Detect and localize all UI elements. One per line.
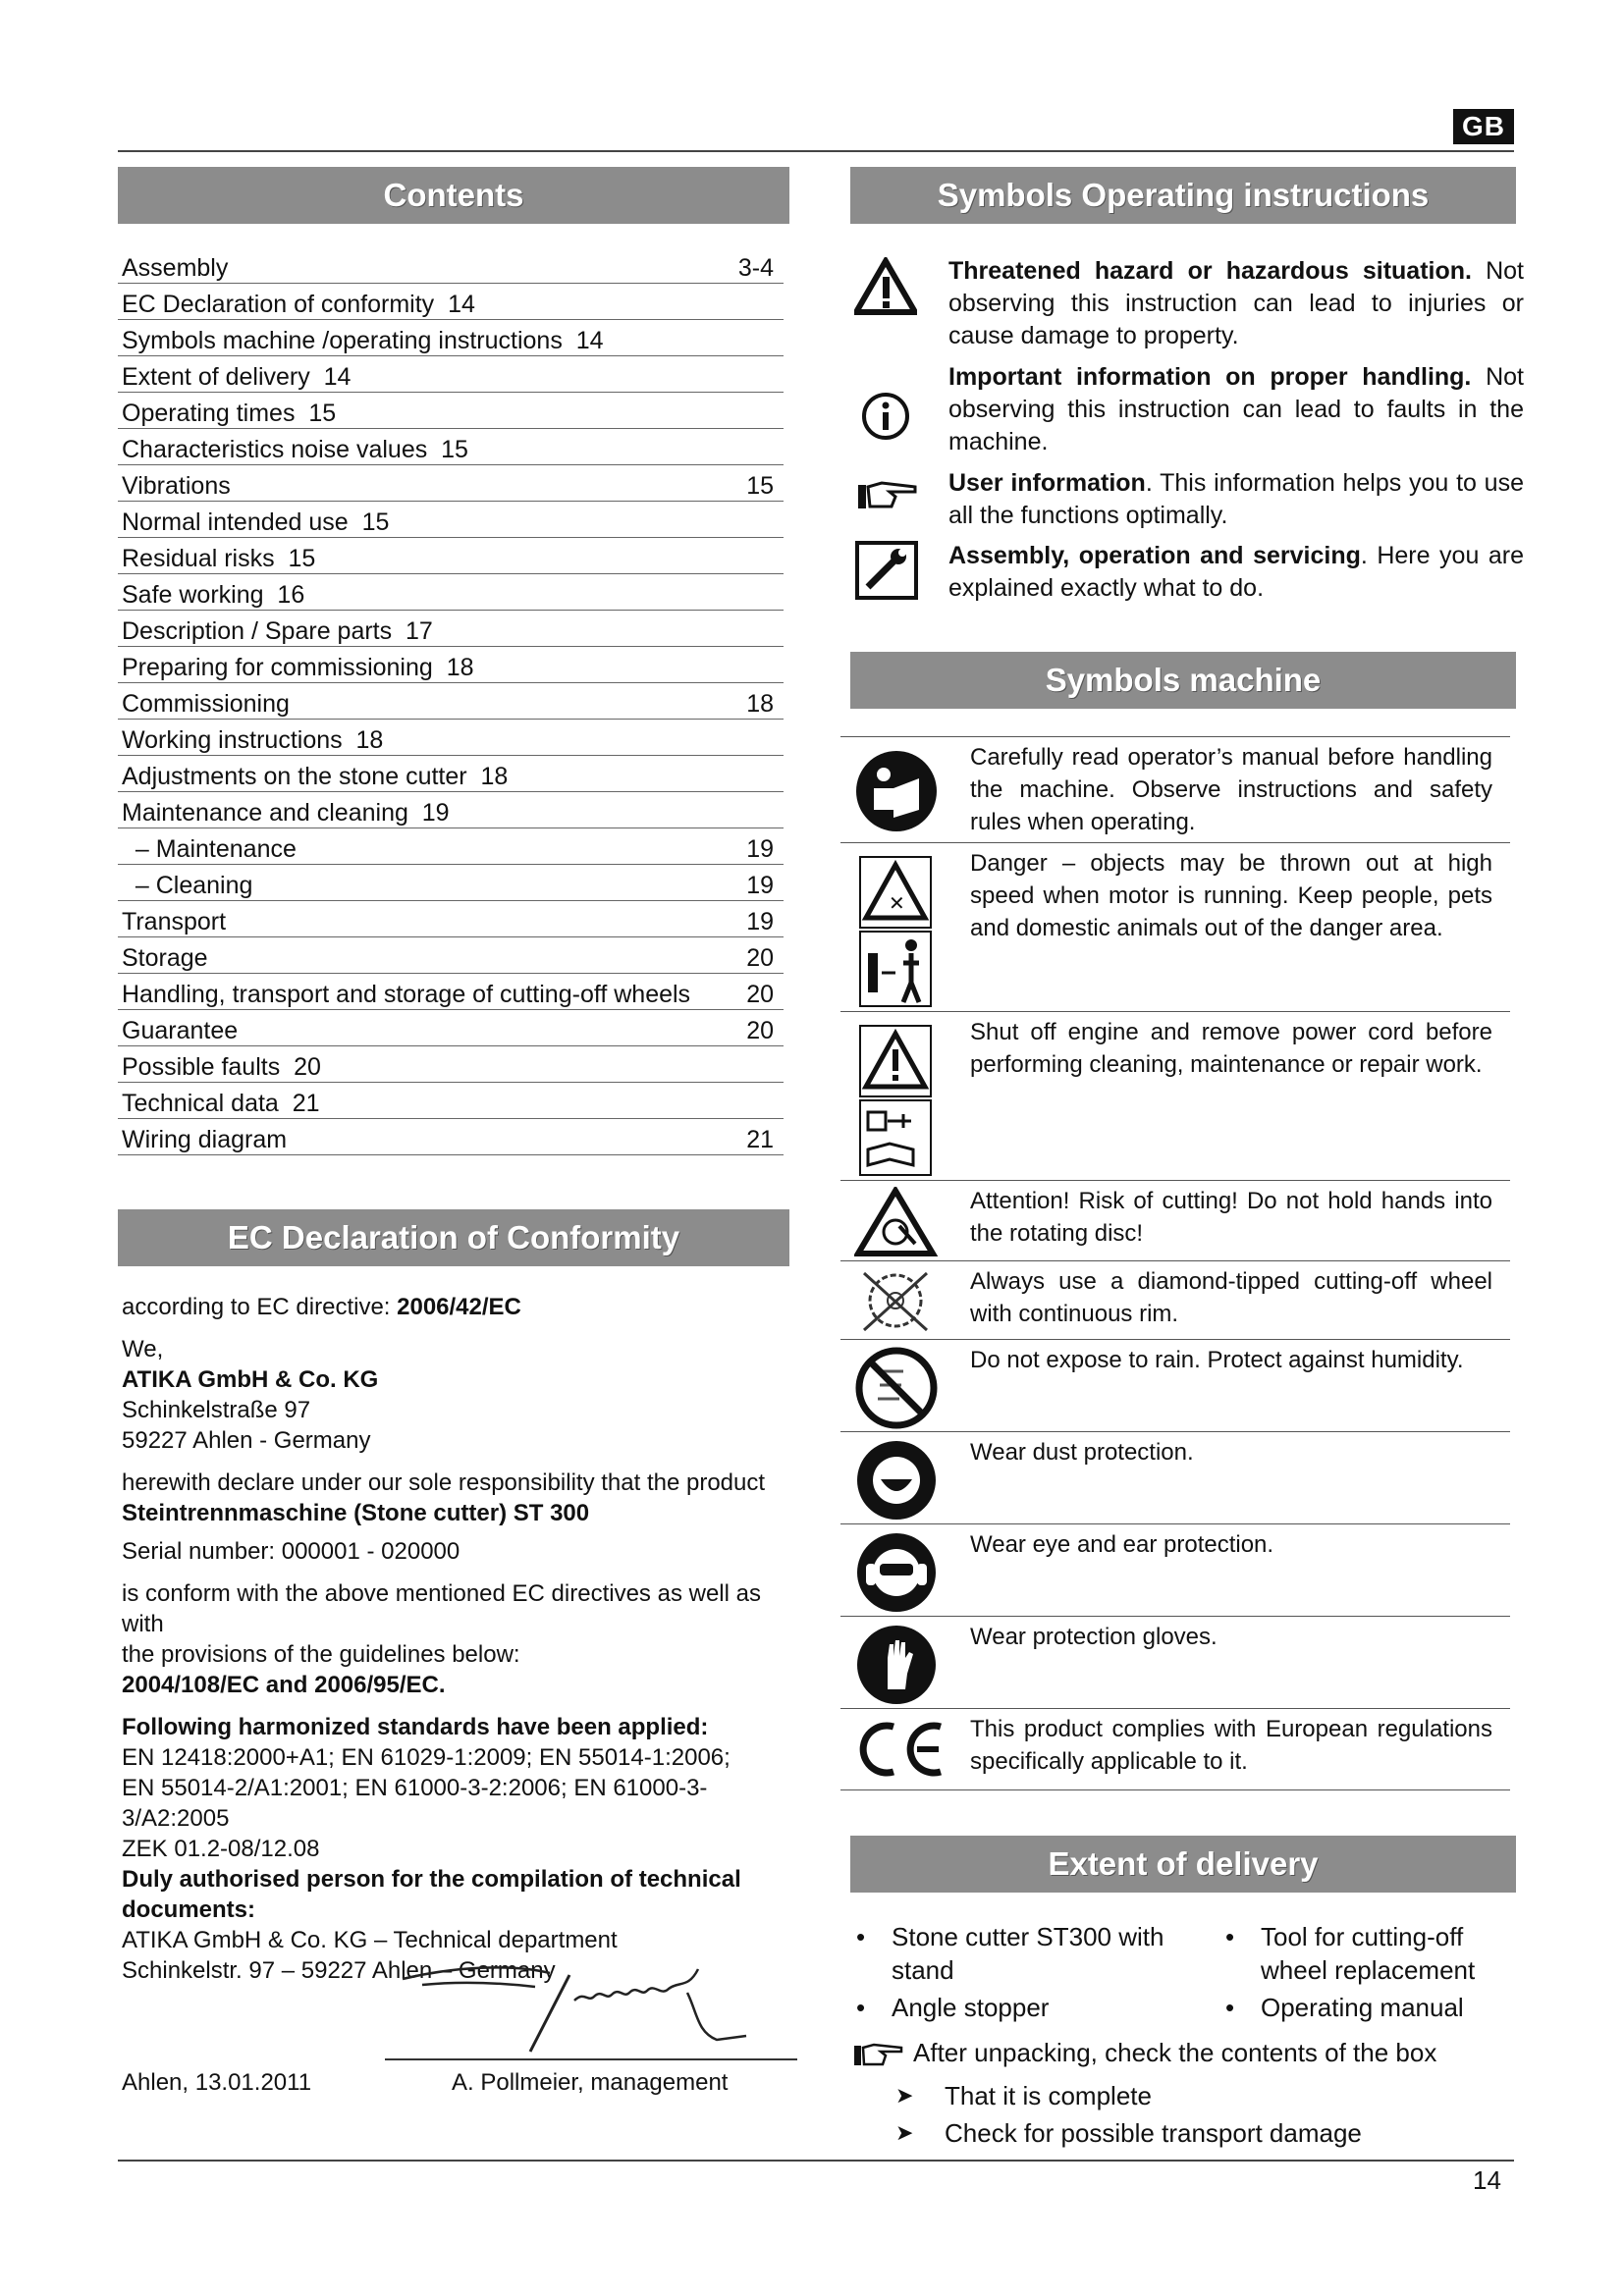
contents-list bbox=[118, 247, 784, 1155]
toc-label: Technical data 21 bbox=[122, 1090, 320, 1117]
toc-label: Normal intended use 15 bbox=[122, 508, 390, 536]
operating-item-user-info: User information. This information helps you to use all the functions optimally. bbox=[948, 469, 1524, 529]
toc-label: Characteristics noise values 15 bbox=[122, 436, 468, 463]
toc-page: 18 bbox=[746, 690, 774, 718]
ec-declare: herewith declare under our sole responsibility that the product bbox=[122, 1469, 766, 1496]
machine-text-read-manual: Carefully read operator’s manual before handling the machine. Observe instructions and safety rules when operating. bbox=[970, 744, 1492, 835]
toc-row bbox=[118, 247, 784, 284]
toc-page: 19 bbox=[746, 872, 774, 899]
delivery-title: Extent of delivery bbox=[850, 1836, 1516, 1893]
machine-symbols-title: Symbols machine bbox=[850, 652, 1516, 709]
toc-label: Wiring diagram bbox=[122, 1126, 288, 1153]
place-date: Ahlen, 13.01.2011 bbox=[122, 2069, 312, 2096]
bullet-icon: • bbox=[1225, 1993, 1235, 2022]
delivery-item-tool: Tool for cutting-off wheel replacement bbox=[1261, 1922, 1476, 1985]
ec-conform-2: the provisions of the guidelines below: bbox=[122, 1641, 520, 1668]
ec-we: We, bbox=[122, 1336, 164, 1362]
toc-label: Maintenance and cleaning 19 bbox=[122, 799, 450, 827]
ec-auth-2: documents: bbox=[122, 1896, 256, 1923]
footer-rule bbox=[118, 2160, 1514, 2162]
toc-row bbox=[118, 1010, 784, 1046]
toc-label: Residual risks 15 bbox=[122, 545, 316, 572]
toc-row bbox=[118, 611, 784, 647]
toc-row bbox=[118, 720, 784, 756]
delivery-item-stone-cutter: Stone cutter ST300 with stand bbox=[892, 1922, 1164, 1985]
thrown-objects-warning-icon bbox=[854, 855, 939, 1012]
bullet-icon: • bbox=[856, 1993, 866, 2022]
ec-standards-heading: Following harmonized standards have been applied: bbox=[122, 1714, 709, 1740]
toc-row bbox=[118, 937, 784, 974]
toc-row bbox=[118, 465, 784, 502]
toc-label: Commissioning bbox=[122, 690, 290, 718]
delivery-item-angle-stopper: Angle stopper bbox=[892, 1993, 1050, 2022]
unplug-warning-icon bbox=[854, 1024, 939, 1181]
toc-row bbox=[118, 1046, 784, 1083]
toc-page: 3-4 bbox=[737, 254, 774, 282]
diamond-wheel-icon bbox=[854, 1265, 939, 1336]
toc-row bbox=[118, 792, 784, 828]
toc-label: EC Declaration of conformity 14 bbox=[122, 291, 475, 318]
info-circle-icon bbox=[860, 391, 911, 442]
toc-page: 21 bbox=[746, 1126, 774, 1153]
toc-row bbox=[118, 683, 784, 720]
toc-page: 20 bbox=[746, 1017, 774, 1044]
toc-label: – Maintenance bbox=[122, 835, 297, 863]
toc-row bbox=[118, 320, 784, 356]
bullet-icon: • bbox=[856, 1922, 866, 1951]
machine-text-cutting-risk: Attention! Risk of cutting! Do not hold hands into the rotating disc! bbox=[970, 1188, 1492, 1247]
machine-text-eye-ear: Wear eye and ear protection. bbox=[970, 1531, 1274, 1558]
operating-item-assembly: Assembly, operation and servicing. Here you are explained exactly what to do. bbox=[948, 542, 1524, 602]
ec-city: 59227 Ahlen - Germany bbox=[122, 1427, 371, 1454]
operating-item-hazard: Threatened hazard or hazardous situation. Not observing this instruction can lead to injuries or cause damage to property. bbox=[948, 257, 1524, 349]
machine-row-eye-ear bbox=[840, 1523, 1510, 1617]
wrench-icon bbox=[854, 540, 919, 601]
contents-title: Contents bbox=[118, 167, 789, 224]
machine-row-read-manual bbox=[840, 736, 1510, 843]
toc-label: Assembly bbox=[122, 254, 229, 282]
machine-row-cutting-risk bbox=[840, 1180, 1510, 1261]
machine-row-gloves bbox=[840, 1616, 1510, 1709]
ec-dept: ATIKA GmbH & Co. KG – Technical department bbox=[122, 1927, 618, 1953]
read-manual-icon bbox=[854, 749, 939, 833]
toc-row bbox=[118, 865, 784, 901]
machine-text-gloves: Wear protection gloves. bbox=[970, 1624, 1218, 1650]
ec-street: Schinkelstraße 97 bbox=[122, 1397, 311, 1423]
toc-label: Adjustments on the stone cutter 18 bbox=[122, 763, 509, 790]
delivery-check-damage: Check for possible transport damage bbox=[945, 2118, 1362, 2148]
delivery-note: After unpacking, check the contents of the box bbox=[913, 2038, 1437, 2067]
no-rain-icon bbox=[854, 1346, 939, 1430]
ec-conform-1: is conform with the above mentioned EC directives as well as with bbox=[122, 1580, 761, 1637]
toc-label: Handling, transport and storage of cutting-off wheels bbox=[122, 981, 691, 1008]
toc-row bbox=[118, 284, 784, 320]
ec-standard-1: EN 12418:2000+A1; EN 61029-1:2009; EN 55014-1:2006; bbox=[122, 1744, 731, 1771]
toc-label: Safe working 16 bbox=[122, 581, 305, 609]
arrow-bullet-icon: ➤ bbox=[895, 2120, 914, 2145]
signer-name: A. Pollmeier, management bbox=[452, 2069, 729, 2096]
toc-page: 20 bbox=[746, 981, 774, 1008]
ec-product: Steintrennmaschine (Stone cutter) ST 300 bbox=[122, 1500, 590, 1526]
toc-label: Operating times 15 bbox=[122, 400, 337, 427]
ec-standard-3: ZEK 01.2-08/12.08 bbox=[122, 1836, 320, 1862]
machine-text-ce: This product complies with European regulations specifically applicable to it. bbox=[970, 1716, 1492, 1775]
toc-label: Transport bbox=[122, 908, 227, 935]
toc-page: 19 bbox=[746, 835, 774, 863]
toc-row bbox=[118, 1119, 784, 1155]
machine-row-thrown-objects bbox=[840, 842, 1510, 1012]
ec-guidelines: 2004/108/EC and 2006/95/EC. bbox=[122, 1672, 446, 1698]
toc-row bbox=[118, 356, 784, 393]
bullet-icon: • bbox=[1225, 1922, 1235, 1951]
toc-label: Extent of delivery 14 bbox=[122, 363, 352, 391]
machine-text-unplug: Shut off engine and remove power cord before performing cleaning, maintenance or repair work. bbox=[970, 1019, 1492, 1078]
toc-page: 20 bbox=[746, 944, 774, 972]
toc-row bbox=[118, 538, 784, 574]
ec-standard-2: EN 55014-2/A1:2001; EN 61000-3-2:2006; EN 61000-3-3/A2:2005 bbox=[122, 1775, 708, 1832]
machine-row-unplug bbox=[840, 1011, 1510, 1181]
machine-row-diamond-wheel bbox=[840, 1260, 1510, 1340]
ec-declaration-title: EC Declaration of Conformity bbox=[118, 1209, 789, 1266]
warning-triangle-icon bbox=[854, 257, 917, 316]
signature-image bbox=[393, 1953, 805, 2061]
machine-row-no-rain bbox=[840, 1339, 1510, 1432]
ec-address: Schinkelstr. 97 – 59227 Ahlen – Germany bbox=[122, 1957, 556, 1984]
delivery-check-complete: That it is complete bbox=[945, 2081, 1152, 2110]
cutting-risk-icon bbox=[854, 1187, 939, 1257]
toc-label: Preparing for commissioning 18 bbox=[122, 654, 474, 681]
toc-row bbox=[118, 974, 784, 1010]
toc-row bbox=[118, 901, 784, 937]
pointing-hand-icon bbox=[852, 2040, 905, 2069]
toc-row bbox=[118, 828, 784, 865]
toc-label: Working instructions 18 bbox=[122, 726, 384, 754]
operating-item-info: Important information on proper handling. Not observing this instruction can lead to faults in the machine. bbox=[948, 363, 1524, 455]
eye-ear-protection-icon bbox=[854, 1530, 939, 1615]
machine-text-thrown-objects: Danger – objects may be thrown out at high speed when motor is running. Keep people, pets and domestic animals out of the danger area. bbox=[970, 850, 1492, 941]
toc-page: 19 bbox=[746, 908, 774, 935]
ec-declaration-body bbox=[122, 1292, 799, 1986]
page-number: 14 bbox=[1473, 2165, 1501, 2195]
machine-row-dust-mask bbox=[840, 1431, 1510, 1524]
toc-row bbox=[118, 393, 784, 429]
arrow-bullet-icon: ➤ bbox=[895, 2083, 914, 2108]
toc-row bbox=[118, 647, 784, 683]
header-rule bbox=[118, 150, 1514, 152]
machine-text-dust-mask: Wear dust protection. bbox=[970, 1439, 1194, 1466]
ec-auth-1: Duly authorised person for the compilation of technical bbox=[122, 1866, 741, 1893]
machine-row-ce bbox=[840, 1708, 1510, 1790]
ec-serial: Serial number: 000001 - 020000 bbox=[122, 1538, 460, 1565]
gloves-icon bbox=[854, 1623, 939, 1707]
toc-label: Storage bbox=[122, 944, 208, 972]
machine-text-no-rain: Do not expose to rain. Protect against humidity. bbox=[970, 1347, 1464, 1373]
toc-label: Guarantee bbox=[122, 1017, 239, 1044]
toc-row bbox=[118, 502, 784, 538]
toc-row bbox=[118, 756, 784, 792]
ec-directive-line: according to EC directive: 2006/42/EC bbox=[122, 1294, 521, 1320]
toc-row bbox=[118, 429, 784, 465]
toc-label: Vibrations bbox=[122, 472, 231, 500]
dust-mask-icon bbox=[854, 1438, 939, 1522]
language-badge: GB bbox=[1453, 109, 1514, 144]
delivery-item-manual: Operating manual bbox=[1261, 1993, 1464, 2022]
ec-company: ATIKA GmbH & Co. KG bbox=[122, 1366, 379, 1393]
toc-row bbox=[118, 1083, 784, 1119]
ce-mark-icon bbox=[854, 1719, 948, 1780]
toc-label: Possible faults 20 bbox=[122, 1053, 321, 1081]
signature-line bbox=[385, 2058, 797, 2060]
toc-label: – Cleaning bbox=[122, 872, 253, 899]
toc-label: Description / Spare parts 17 bbox=[122, 617, 433, 645]
toc-label: Symbols machine /operating instructions 14 bbox=[122, 327, 604, 354]
pointing-hand-icon bbox=[856, 477, 919, 512]
machine-text-diamond-wheel: Always use a diamond-tipped cutting-off wheel with continuous rim. bbox=[970, 1268, 1492, 1327]
svg-text:✕: ✕ bbox=[889, 891, 905, 915]
operating-symbols-title: Symbols Operating instructions bbox=[850, 167, 1516, 224]
toc-page: 15 bbox=[746, 472, 774, 500]
toc-row bbox=[118, 574, 784, 611]
